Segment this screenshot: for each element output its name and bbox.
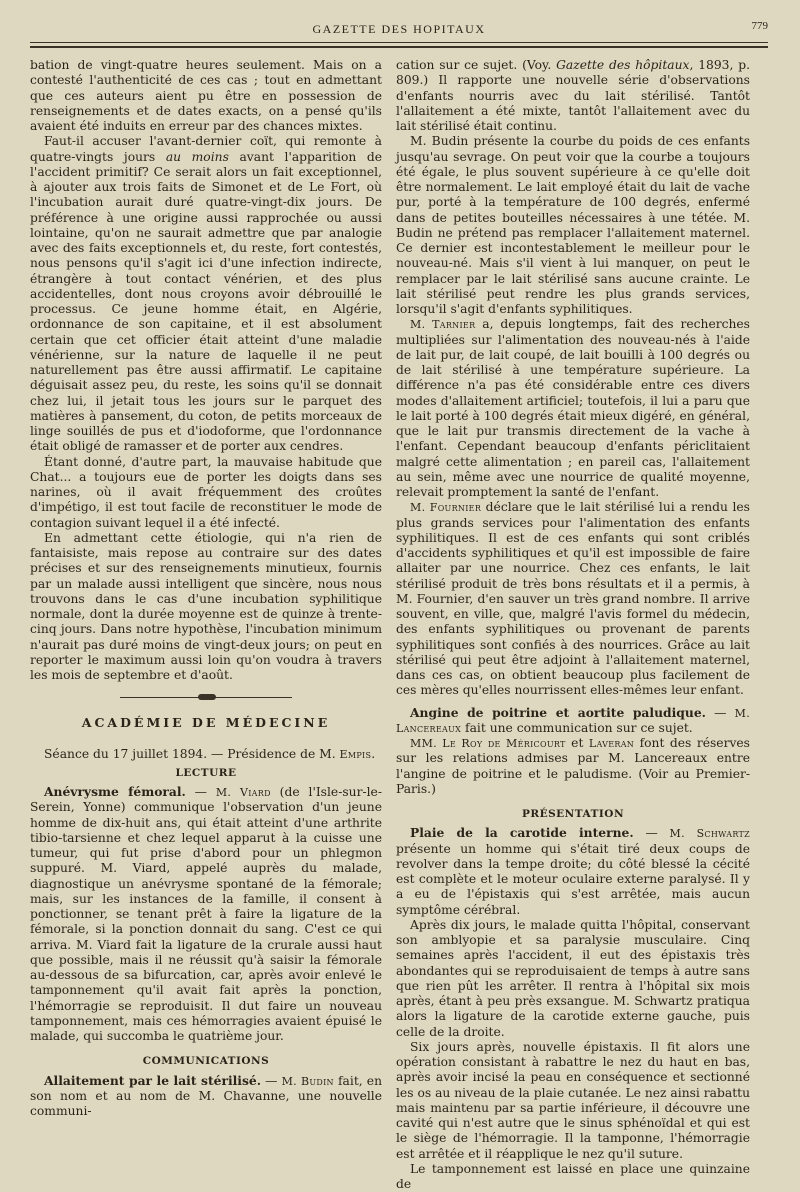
paragraph <box>30 1073 382 1120</box>
paragraph: Après dix jours, le malade quitta l'hôpital, conservant son amblyopie et sa paralysie musculaire. Cinq semaines après l'accident, il eut des épistaxis très abondantes qui se reproduisaient de temps à autre sans que rien pût les arrêter. Il rentra à l'hôpital six mois après, étant à peu près exsangue. M. Schwartz pratiqua alors la ligature de la carotide externe gauche, puis celle de la droite. <box>396 917 750 1039</box>
author-name: Laveran <box>588 737 635 750</box>
paragraph <box>30 134 382 454</box>
paragraph: En admettant cette étiologie, qui n'a rien de fantaisiste, mais repose au contraire sur des dates précises et sur des renseignements minutieux, fournis par un malade aussi intelligent que sincère, nous nous trouvons dans le cas d'une incubation syphilitique normale, dont la durée moyenne est de quinze à trente-cinq jours. Dans notre hypothèse, l'incubation minimum n'aurait pas duré moins de vingt-deux jours; on peut en reporter le maximum aussi loin qu'on voudra à travers les mois de septembre et d'août. <box>30 530 382 682</box>
spacer <box>30 1044 382 1050</box>
paragraph <box>396 825 750 918</box>
paragraph: bation de vingt-quatre heures seulement. Mais on a contesté l'authenticité de ces cas ; tout en admettant que ces auteurs aient pu être en possession de renseignements et de dates exacts, on a pensé qu'ils avaient été induits en erreur par des chances mixtes. <box>30 58 382 133</box>
text-run: Faut-il accuser l'avant-dernier coït, qui remonte à quatre-vingts jours <box>30 134 382 164</box>
session-line <box>30 747 382 762</box>
ornament-line <box>120 697 210 698</box>
text-run: avant l'apparition de l'accident primitif? Ce serait alors un fait exceptionnel, à ajouter aux trois faits de Simonet et de Le Fort, où l'incubation aurait duré quatre-vingt-dix jours. De préférence à une origine aussi rapprochée ou aussi lointaine, qu'on ne saurait admettre que par analogie avec des faits exceptionnels et, du reste, fort contestés, nous pensons qu'il s'agit ici d'une infection indirecte, étrangère à tout contact vénérien, et des plus accidentelles, dont nous croyons avoir débrouillé le processus. Ce jeune homme était, en Algérie, ordonnance de son capitaine, et il est absolument certain que cet officier était atteint d'une maladie vénérienne, sur la nature de laquelle il ne peut naturellement pas être aussi affirmatif. Le capitaine déguisait assez peu, du reste, les soins qu'il se donnait chez lui, il jetait tous les jours sur le parquet des matières à pansement, du coton, de petits morceaux de linge souillés de pus et d'iodoforme, que l'ordonnance était obligé de ramasser et de porter aux cendres. <box>30 149 383 454</box>
emphasis: au moins <box>165 149 229 164</box>
paragraph: Le tamponnement est laissé en place une quinzaine de <box>396 1161 750 1191</box>
text-run: et <box>565 736 589 750</box>
paragraph: Six jours après, nouvelle épistaxis. Il fit alors une opération consistant à rabattre le nez du haut en bas, après avoir incisé la peau en conséquence et sectionné les os au niveau de la plaie cutanée. Le nez ainsi rabattu mais maintenu par sa partie inférieure, il découvre une cavité qui n'est autre que le sinus sphénoïdal et qui est le siège de l'hémorragie. Il la tamponne, l'hémorragie est arrêtée et il réapplique le nez qu'il suture. <box>396 1039 750 1161</box>
paragraph: M. Budin présente la courbe du poids de ces enfants jusqu'au sevrage. On peut voir que la courbe a toujours été égale, le plus souvent supérieure à ce qu'elle doit être normalement. Le lait employé était du lait de vache pur, porté à la température de 100 degrés, enfermé dans de petites bouteilles nécessaires à une tétée. M. Budin ne prétend pas remplacer l'allaitement maternel. Ce dernier est incontestablement le meilleur pour le nouveau-né. Mais s'il vient à lui manquer, on peut le remplacer par le lait stérilisé sans aucune crainte. Le lait stérilisé peut rendre les plus grands services, lorsqu'il s'agit d'enfants syphilitiques. <box>396 134 750 316</box>
left-column <box>30 58 382 1148</box>
ornament-line <box>202 697 292 698</box>
text-run: — <box>185 785 216 799</box>
text-run: , 1893, p. 809.) Il rapporte une nouvelle série d'observations d'enfants nourris avec du lait stérilisé. Tantôt l'allaitement a été mixte, tantôt l'allaitement avec du lait stérilisé était continu. <box>396 58 750 133</box>
text-run: Séance du 17 juillet 1894. — Présidence de M. <box>44 746 340 761</box>
text-run: (de l'Isle-sur-le-Serein, Yonne) communique l'observation d'un jeune homme de dix-huit ans, qui était atteint d'une arthrite tibio-tarsienne et chez lequel apparut à la cuisse une tumeur, qui fut prise d'abord pour un phlegmon suppuré. M. Viard, appelé auprès du malade, diagnostique un anévrysme spontané de la fémorale; mais, sur les instances de la famille, il consent à ponctionner, se tenant prêt à faire la ligature de la fémorale, si la ponction donnait du sang. C'est ce qui arriva. M. Viard fait la ligature de la crurale aussi haut que possible, mais il ne réussit qu'à saisir la fémorale au-dessous de sa bifurcation, car, après avoir enlevé le tamponnement qu'il avait fait après la ponction, l'hémorragie se reproduisit. Il dut faire un nouveau tamponnement, mais ces hémorragies avaient épuisé le malade, qui succomba le quatrième jour. <box>30 785 382 1043</box>
text-run: déclare que le lait stérilisé lui a rendu les plus grands services pour l'alimentation des enfants syphilitiques. Il est de ces enfants qui sont criblés d'accidents syphilitiques et qu'il est impossible de faire allaiter par une nourrice. Chez ces enfants, le lait stérilisé produit de très bons résultats et il a permis, à M. Fournier, d'en sauver un très grand nombre. Il arrive souvent, en ville, que, malgré l'avis formel du médecin, des enfants syphilitiques ou provenant de parents syphilitiques sont confiés à des nourrices. Grâce au lait stérilisé qui peut être adjoint à l'allaitement maternel, dans ces cas, on obtient beaucoup plus facilement de ces mères qu'elles nourrissent elles-mêmes leur enfant. <box>396 500 750 698</box>
paragraph <box>396 500 750 698</box>
text-run: — <box>633 826 670 841</box>
running-head <box>30 20 768 42</box>
author-name: M. Schwartz <box>669 827 750 841</box>
subhead-lecture: LECTURE <box>175 766 237 779</box>
text-run: fait, en son nom et au nom de M. Chavanne, une nouvelle communi- <box>30 1073 383 1118</box>
author-name: M. Budin <box>281 1074 334 1088</box>
subhead-communications: COMMUNICATIONS <box>142 1055 270 1068</box>
text-run: présente un homme qui s'était tiré deux coups de revolver dans la tempe droite; du côté blessé la cécité est complète et le moteur oculaire externe paralysé. Il y a eu de l'épistaxis qui s'est arrêtée, mais aucun symptôme cérébral. <box>396 841 750 917</box>
spacer <box>396 797 750 803</box>
text-run: font des réserves sur les relations admises par M. Lancereaux entre l'angine de poitrine et le paludisme. (Voir au Premier-Paris.) <box>396 736 750 796</box>
text-run: cation sur ce sujet. (Voy. <box>396 58 557 72</box>
text-run: . <box>371 746 376 761</box>
author-name: M. Fournier <box>410 501 482 515</box>
header-rule-thick <box>30 46 768 48</box>
text-run: — <box>261 1073 282 1088</box>
section-title: ACADÉMIE DE MÉDECINE <box>81 715 331 731</box>
paragraph <box>30 784 382 1044</box>
author-name: M. Tarnier <box>410 318 476 332</box>
author-name: M. Lancereaux <box>396 706 750 735</box>
journal-title: GAZETTE DES HOPITAUX <box>312 22 486 36</box>
paragraph: Étant donné, d'autre part, la mauvaise habitude que Chat... a toujours eue de porter les doigts dans ses narines, où il avait fréquemment des croûtes d'impétigo, il est tout facile de reconstituer le mode de contagion suivant lequel il a été infecté. <box>30 454 382 530</box>
author-names: MM. Le Roy de Méricourt <box>410 737 566 750</box>
paragraph <box>396 58 750 134</box>
right-column <box>396 58 750 1191</box>
header-rule-thin <box>30 42 768 43</box>
page-number: 779 <box>751 20 768 32</box>
paragraph <box>396 317 750 500</box>
emphasis: Gazette des hôpitaux <box>556 58 690 72</box>
article-title: Angine de poitrine et aortite paludique. <box>410 704 706 720</box>
author-name: M. Viard <box>215 786 271 799</box>
subhead-presentation: PRÉSENTATION <box>521 808 625 820</box>
text-run: — <box>705 705 735 720</box>
text-run: a, depuis longtemps, fait des recherches multipliées sur l'alimentation des nouveau-nés à l'aide de lait pur, de lait coupé, de lait bouilli à 100 degrés ou de lait stérilisé à une température supérieure. La différence n'a pas été considérable entre ces divers modes d'allaitement artificiel; toutefois, il lui a paru que le lait porté à 100 degrés était mieux digéré, en général, que le lait pur transmis directement de la vache à l'enfant. Cependant beaucoup d'enfants périclitaient malgré cette alimentation ; en pareil cas, l'allaitement au sein, même avec une nourrice de qualité moyenne, relevait promptement la santé de l'enfant. <box>396 317 750 499</box>
paragraph <box>396 705 750 737</box>
text-run: fait une communication sur ce sujet. <box>461 720 693 735</box>
paragraph <box>396 736 750 797</box>
section-ornament <box>30 693 382 701</box>
article-title: Plaie de la carotide interne. <box>410 825 634 841</box>
article-title: Allaitement par le lait stérilisé. <box>44 1072 261 1088</box>
article-title: Anévrysme fémoral. <box>44 784 186 799</box>
president-name: Empis <box>339 747 372 761</box>
